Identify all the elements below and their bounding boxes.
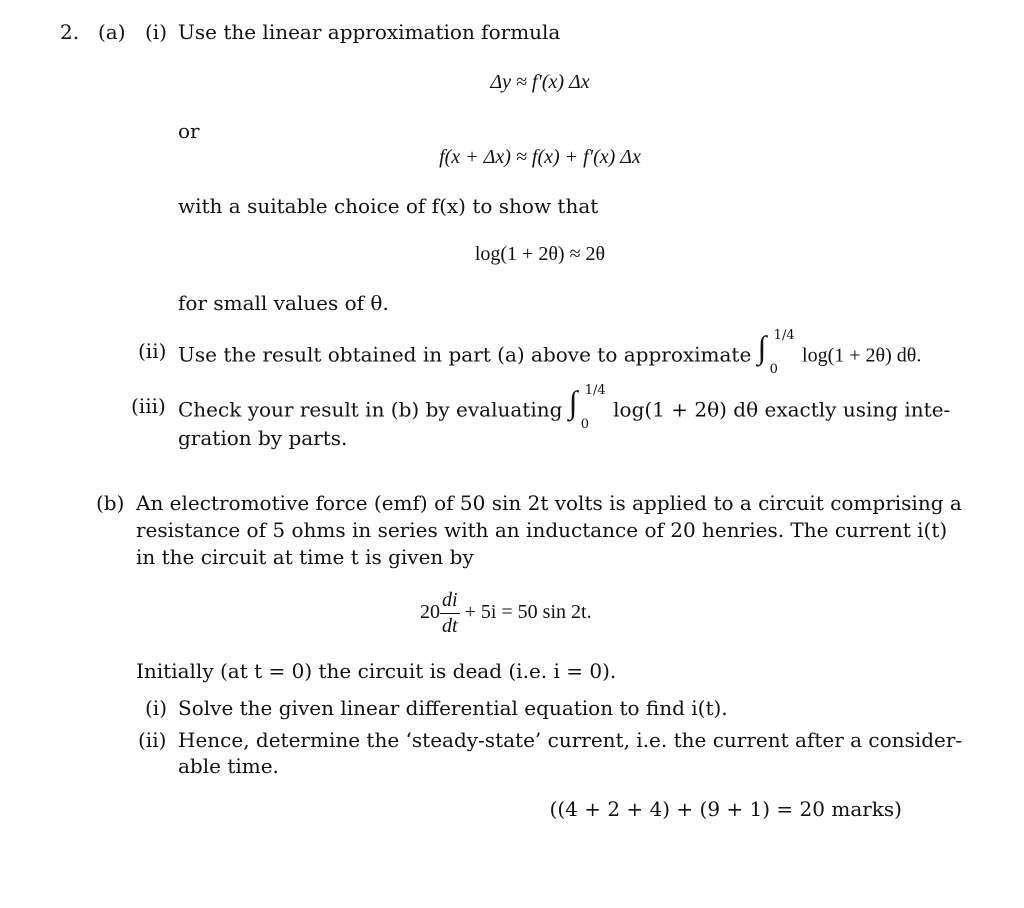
part-a-iii-text-after: log(1 + 2θ) dθ exactly using inte-: [613, 397, 951, 422]
part-b-i-label: (i): [145, 696, 168, 720]
formula-linear-approx-alt: f(x + Δx) ≈ f(x) + f′(x) Δx: [439, 146, 641, 168]
part-a-ii-text: Use the result obtained in part (a) above to approximate: [178, 342, 752, 367]
ode-coefficient: 20: [420, 601, 440, 624]
part-b-para-line1: An electromotive force (emf) of 50 sin 2t volts is applied to a circuit comprising a: [136, 491, 962, 515]
integral-upper-limit: 1/4: [584, 383, 606, 398]
integrand: log(1 + 2θ) dθ.: [802, 344, 922, 367]
part-a-label: (a): [98, 20, 126, 44]
ode-numerator: di: [440, 590, 460, 614]
integral-lower-limit: 0: [769, 362, 778, 377]
part-a-i-label: (i): [145, 20, 168, 44]
question-number: 2.: [60, 20, 80, 44]
or-text: or: [178, 119, 200, 143]
integral-upper-limit: 1/4: [773, 328, 795, 343]
integral-lower-limit: 0: [580, 417, 590, 432]
part-a-iii-label: (iii): [131, 394, 166, 418]
part-a-ii-line: [178, 328, 922, 377]
part-a-iii-line: [178, 383, 951, 432]
integral-sign: ∫: [568, 384, 578, 420]
small-values-text: for small values of θ.: [178, 291, 389, 315]
part-b-para-line3: in the circuit at time t is given by: [136, 545, 474, 569]
part-a-i-intro: Use the linear approximation formula: [178, 20, 561, 44]
part-a-ii-label: (ii): [138, 339, 167, 363]
part-b-i-text: Solve the given linear differential equation to find i(t).: [178, 696, 728, 720]
ode-denominator: dt: [442, 615, 458, 637]
integral-symbol: [568, 383, 607, 432]
initial-condition-text: Initially (at t = 0) the circuit is dead (i.e. i = 0).: [136, 659, 617, 683]
part-a-iii-text: Check your result in (b) by evaluating: [178, 397, 563, 422]
ode-derivative: [440, 590, 460, 637]
marks-allocation: ((4 + 2 + 4) + (9 + 1) = 20 marks): [549, 797, 902, 821]
log-approx-result: log(1 + 2θ) ≈ 2θ: [474, 243, 606, 265]
part-b-ii-label: (ii): [138, 728, 167, 752]
part-a-iii-line2: gration by parts.: [178, 426, 348, 450]
part-b-label: (b): [96, 491, 125, 515]
part-b-ii-line2: able time.: [178, 754, 279, 778]
differential-equation: [420, 590, 592, 637]
ode-rest: + 5i = 50 sin 2t.: [464, 601, 592, 624]
integral-sign: ∫: [757, 329, 767, 365]
part-b-para-line2: resistance of 5 ohms in series with an inductance of 20 henries. The current i(t): [136, 518, 948, 542]
integral-symbol: [757, 328, 796, 377]
part-b-ii-line1: Hence, determine the ‘steady-state’ current, i.e. the current after a consider-: [178, 728, 963, 752]
formula-linear-approx: Δy ≈ f′(x) Δx: [490, 71, 590, 93]
with-suitable-choice-text: with a suitable choice of f(x) to show that: [178, 194, 599, 218]
